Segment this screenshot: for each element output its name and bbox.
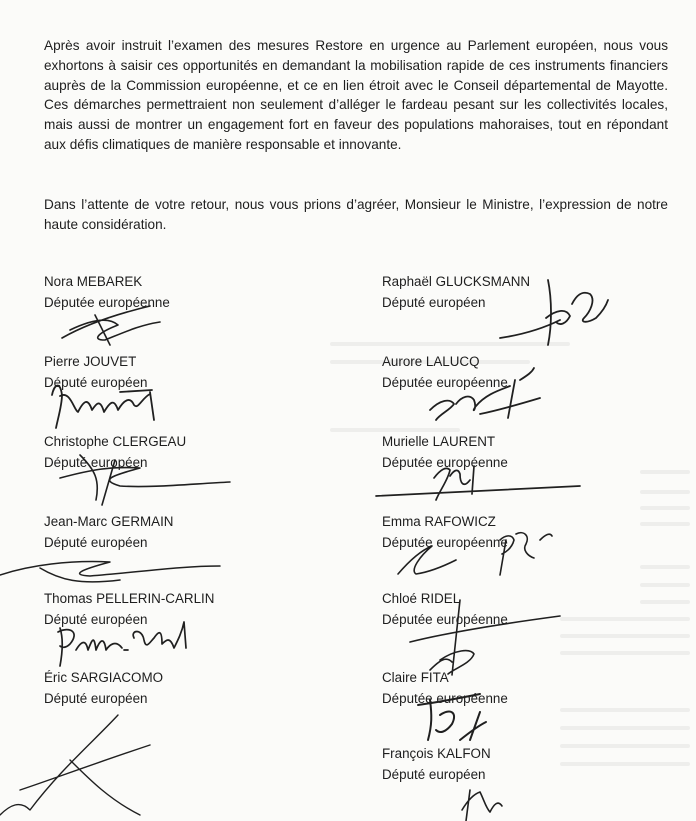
signatory-title: Député européen (382, 766, 486, 782)
closing-paragraph: Après avoir instruit l’examen des mesures Restore en urgence au Parlement européen, nous vous exhortons à saisir ces opportunités en demandant la mobilisation rapide de ces instruments financiers auprès de la Commission européenne, et ce en lien étroit avec le Conseil départemental de Mayotte. Ces démarches permettraient non seulement d’alléger le fardeau pesant sur les collectivités locales, mais aussi de montrer un engagement fort en faveur des populations mahoraises, tout en répondant aux défis climatiques de manière responsable et innovante. (44, 38, 668, 152)
signatory-title: Député européen (44, 374, 148, 390)
signatory-pierre-jouvet (44, 352, 148, 393)
signatory-name: Pierre JOUVET (44, 354, 137, 369)
salutation-paragraph: Dans l’attente de votre retour, nous vous prions d’agréer, Monsieur le Ministre, l’expression de notre haute considération. (44, 197, 668, 232)
signatory-title: Députée européenne (382, 690, 508, 706)
signatory-title: Députée européenne (382, 374, 508, 390)
signatory-murielle-laurent (382, 432, 508, 473)
signatory-claire-fita (382, 668, 508, 709)
signatory-title: Députée européenne (44, 294, 170, 310)
signature-eric-sargiacomo (0, 715, 150, 815)
signatory-raphael-glucksmann (382, 272, 530, 313)
signatory-title: Député européen (44, 611, 148, 627)
signatory-name: Thomas PELLERIN-CARLIN (44, 591, 215, 606)
signatory-name: Emma RAFOWICZ (382, 514, 496, 529)
signatory-name: Claire FITA (382, 670, 449, 685)
signatory-name: Raphaël GLUCKSMANN (382, 274, 531, 289)
signatory-francois-kalfon (382, 744, 491, 785)
signatory-title: Député européen (44, 534, 148, 550)
signatory-eric-sargiacomo (44, 668, 163, 709)
signatory-emma-rafowicz (382, 512, 508, 553)
signatory-title: Député européen (44, 454, 148, 470)
signatory-title: Député européen (44, 690, 148, 706)
signatory-name: Christophe CLERGEAU (44, 434, 187, 449)
signatory-christophe-clergeau (44, 432, 186, 473)
signatory-name: Murielle LAURENT (382, 434, 496, 449)
signatory-jean-marc-germain (44, 512, 173, 553)
signatory-chloe-ridel (382, 589, 508, 630)
signature-jean-marc-germain (0, 562, 220, 582)
signatory-title: Députée européenne (382, 534, 508, 550)
signatory-title: Députée européenne (382, 611, 508, 627)
signatory-name: François KALFON (382, 746, 491, 761)
signatory-name: Jean-Marc GERMAIN (44, 514, 174, 529)
signatory-name: Chloé RIDEL (382, 591, 461, 606)
signatory-name: Nora MEBAREK (44, 274, 143, 289)
signatory-nora-mebarek (44, 272, 170, 313)
signatory-thomas-pellerin-carlin (44, 589, 214, 630)
signatory-aurore-lalucq (382, 352, 508, 393)
signatory-name: Éric SARGIACOMO (44, 670, 164, 685)
signatory-name: Aurore LALUCQ (382, 354, 480, 369)
signatory-title: Député européen (382, 294, 486, 310)
signatory-title: Députée européenne (382, 454, 508, 470)
signature-francois-kalfon (462, 790, 502, 821)
